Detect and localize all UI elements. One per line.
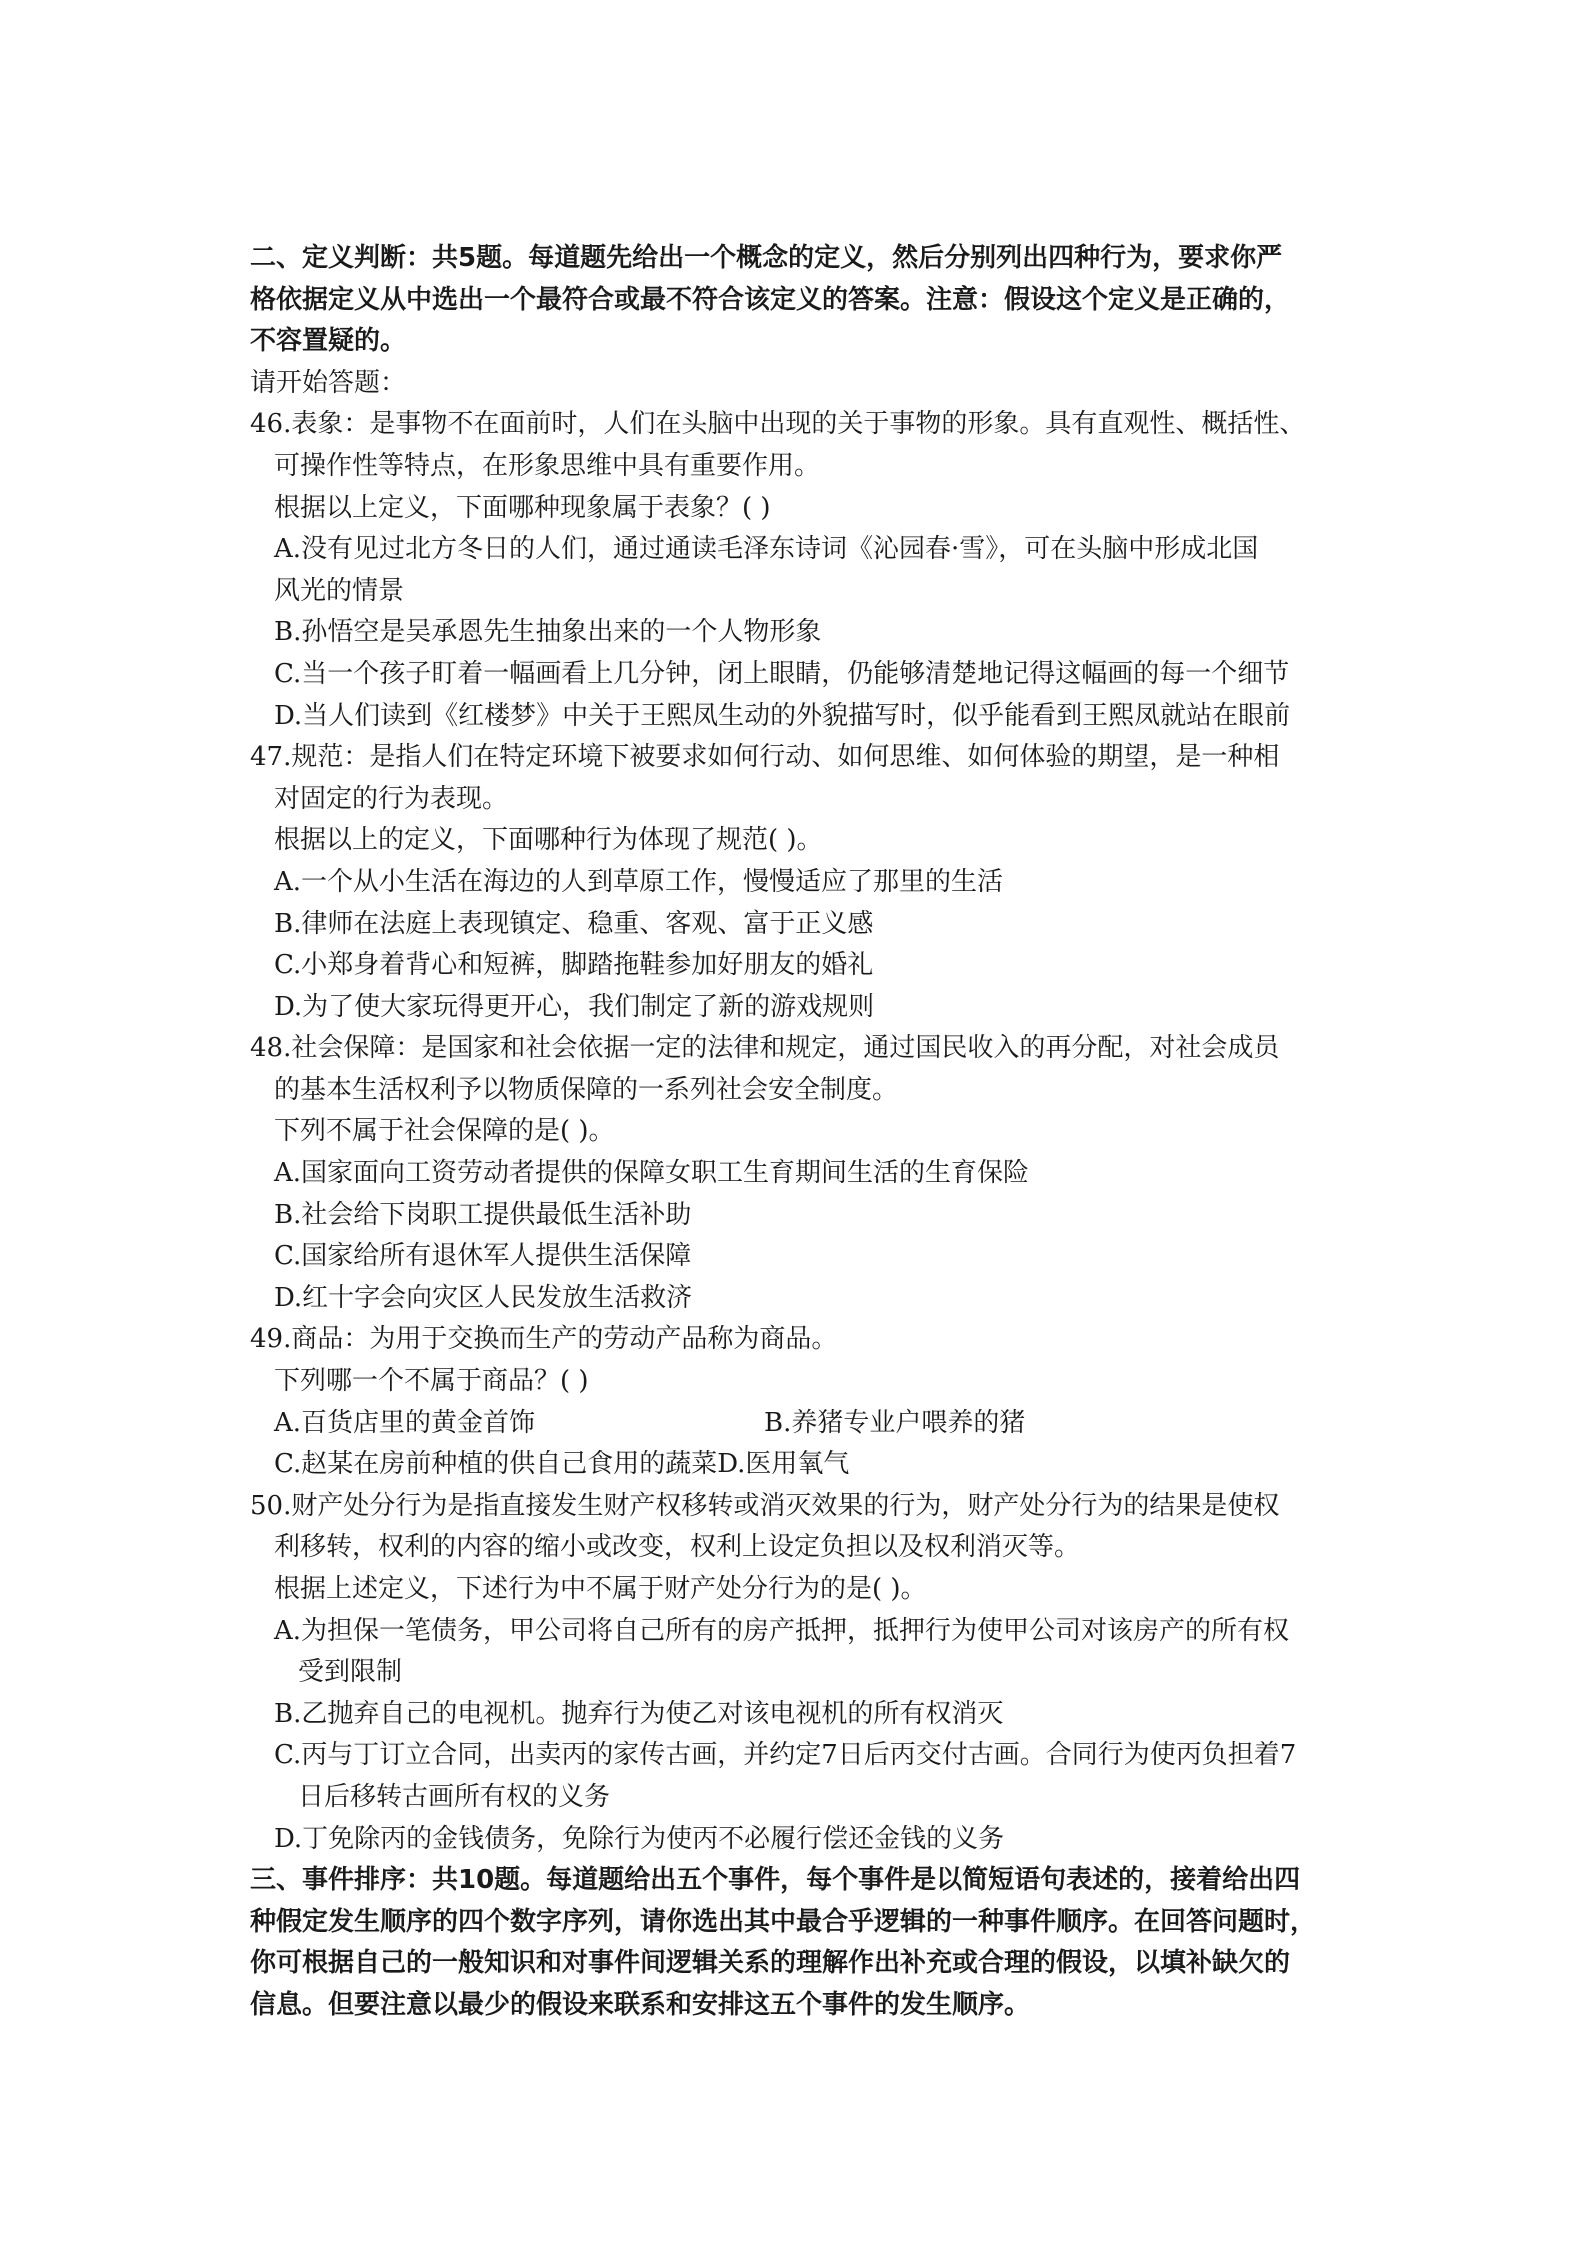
option-d: D.为了使大家玩得更开心，我们制定了新的游戏规则	[274, 991, 875, 1022]
start-answering-label: 请开始答题：	[250, 367, 407, 398]
question-stem: 根据以上定义，下面哪种现象属于表象？( )	[274, 492, 771, 523]
option-c: C.国家给所有退休军人提供生活保障	[274, 1241, 692, 1272]
section-3-intro	[250, 1860, 1360, 2026]
section-2-intro	[250, 238, 1360, 363]
question-47	[250, 737, 1360, 1028]
option-d: D.丁免除丙的金钱债务，免除行为使丙不必履行偿还金钱的义务	[274, 1823, 1005, 1854]
section-2-intro-line: 二、定义判断：共5题。每道题先给出一个概念的定义，然后分别列出四种行为，要求你严	[250, 243, 1283, 273]
question-stem: 下列哪一个不属于商品？( )	[274, 1366, 589, 1397]
option-a: A.没有见过北方冬日的人们，通过通读毛泽东诗词《沁园春·雪》，可在头脑中形成北国	[274, 534, 1259, 565]
question-definition: 49.商品：为用于交换而生产的劳动产品称为商品。	[250, 1324, 838, 1355]
option-a: A.一个从小生活在海边的人到草原工作，慢慢适应了那里的生活	[274, 866, 1004, 897]
question-definition: 50.财产处分行为是指直接发生财产权移转或消灭效果的行为，财产处分行为的结果是使权	[250, 1490, 1280, 1521]
option-row	[250, 1444, 1360, 1486]
option-a-continued: 风光的情景	[274, 575, 405, 606]
option-b: B.孙悟空是吴承恩先生抽象出来的一个人物形象	[274, 617, 822, 648]
option-d: D.红十字会向灾区人民发放生活救济	[274, 1282, 693, 1313]
document-content	[250, 238, 1360, 2027]
option-b: B.社会给下岗职工提供最低生活补助	[274, 1199, 692, 1230]
option-c: C.丙与丁订立合同，出卖丙的家传古画，并约定7日后丙交付古画。合同行为使丙负担着7	[274, 1740, 1297, 1771]
question-definition: 47.规范：是指人们在特定环境下被要求如何行动、如何思维、如何体验的期望，是一种相	[250, 742, 1280, 773]
question-stem: 根据上述定义，下述行为中不属于财产处分行为的是( )。	[274, 1574, 927, 1604]
section-2-intro-line: 不容置疑的。	[250, 326, 407, 357]
option-b: B.律师在法庭上表现镇定、稳重、客观、富于正义感	[274, 908, 874, 939]
option-a: A.国家面向工资劳动者提供的保障女职工生育期间生活的生育保险	[274, 1158, 1030, 1189]
option-d: D.医用氧气	[717, 1449, 850, 1480]
option-b: B.乙抛弃自己的电视机。抛弃行为使乙对该电视机的所有权消灭	[274, 1698, 1004, 1729]
section-3-intro-line: 信息。但要注意以最少的假设来联系和安排这五个事件的发生顺序。	[250, 1989, 1031, 2020]
question-definition: 的基本生活权利予以物质保障的一系列社会安全制度。	[274, 1074, 899, 1105]
question-definition: 48.社会保障：是国家和社会依据一定的法律和规定，通过国民收入的再分配，对社会成员	[250, 1033, 1280, 1064]
question-48	[250, 1028, 1360, 1319]
section-3-intro-line: 三、事件排序：共10题。每道题给出五个事件，每个事件是以简短语句表述的，接着给出四	[250, 1865, 1301, 1896]
option-a-continued: 受到限制	[298, 1657, 403, 1688]
section-2-intro-line: 格依据定义从中选出一个最符合或最不符合该定义的答案。注意：假设这个定义是正确的，	[250, 284, 1291, 315]
option-b: B.养猪专业户喂养的猪	[764, 1407, 1026, 1438]
option-a: A.为担保一笔债务，甲公司将自己所有的房产抵押，抵押行为使甲公司对该房产的所有权	[274, 1615, 1290, 1646]
section-3-intro-line: 种假定发生顺序的四个数字序列，请你选出其中最合乎逻辑的一种事件顺序。在回答问题时，	[250, 1906, 1317, 1937]
question-stem: 下列不属于社会保障的是( )。	[274, 1116, 615, 1147]
section-3-intro-line: 你可根据自己的一般知识和对事件间逻辑关系的理解作出补充或合理的假设，以填补缺欠的	[250, 1948, 1291, 1979]
option-row	[250, 1403, 1360, 1445]
option-a: A.百货店里的黄金首饰	[274, 1407, 536, 1438]
question-stem: 根据以上的定义，下面哪种行为体现了规范( )。	[274, 825, 823, 856]
option-c-continued: 日后移转古画所有权的义务	[298, 1781, 611, 1812]
question-definition: 对固定的行为表现。	[274, 783, 509, 814]
option-c: C.小郑身着背心和短裤，脚踏拖鞋参加好朋友的婚礼	[274, 950, 874, 981]
question-49	[250, 1319, 1360, 1485]
option-c: C.当一个孩子盯着一幅画看上几分钟，闭上眼睛，仍能够清楚地记得这幅画的每一个细节	[274, 658, 1290, 689]
question-definition: 利移转，权利的内容的缩小或改变，权利上设定负担以及权利消灭等。	[274, 1532, 1081, 1563]
question-50	[250, 1486, 1360, 1860]
question-46	[250, 404, 1360, 737]
question-definition: 可操作性等特点，在形象思维中具有重要作用。	[274, 450, 821, 481]
question-definition: 46.表象：是事物不在面前时，人们在头脑中出现的关于事物的形象。具有直观性、概括性、	[250, 409, 1306, 440]
option-c: C.赵某在房前种植的供自己食用的蔬菜	[274, 1449, 718, 1480]
option-d: D.当人们读到《红楼梦》中关于王熙凤生动的外貌描写时，似乎能看到王熙凤就站在眼前	[274, 700, 1291, 731]
